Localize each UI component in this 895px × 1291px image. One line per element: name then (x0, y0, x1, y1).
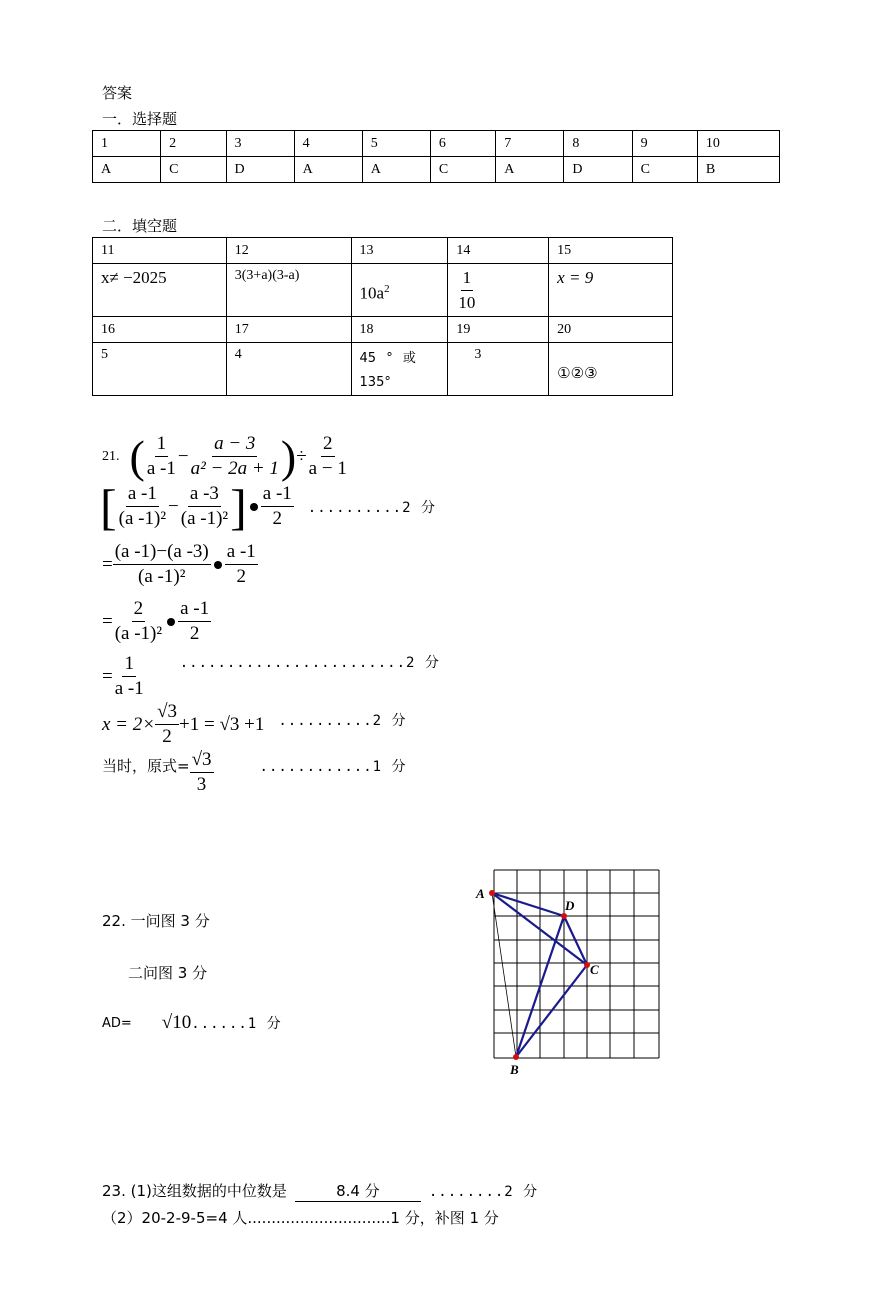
fraction-denominator: (a -1)² (118, 508, 167, 529)
q21-line-5 (102, 700, 407, 749)
fraction-denominator: (a -1)² (138, 566, 186, 587)
fraction (178, 597, 211, 646)
q21-line-0 (102, 432, 349, 481)
q22-ad-line (102, 1012, 282, 1034)
fraction (113, 597, 164, 646)
choice-number: 6 (430, 131, 495, 157)
point-b-icon (513, 1054, 519, 1060)
choice-answer-row (93, 157, 780, 183)
fill-answer-13 (351, 264, 448, 317)
fraction-denominator: a -1 (146, 458, 176, 479)
fraction (261, 482, 294, 531)
fill-answer-15: x = 9 (549, 264, 673, 317)
fraction-numerator: 2 (132, 597, 146, 622)
fill-number: 12 (226, 238, 351, 264)
label-a: A (476, 886, 485, 901)
choice-number: 3 (226, 131, 294, 157)
x-expression: x = 2× (102, 713, 156, 735)
answer-18-line-2: 135° (359, 375, 391, 390)
q22-line-1: 22. 一问图 3 分 (102, 912, 210, 930)
label-b: B (510, 1062, 519, 1077)
fill-answer-16: 5 (93, 343, 227, 396)
q21-line-4 (102, 652, 440, 701)
choice-number-row (93, 131, 780, 157)
fraction-numerator: a − 3 (212, 432, 257, 457)
choice-number: 7 (496, 131, 564, 157)
choice-number: 8 (564, 131, 632, 157)
q21-line-3 (102, 597, 211, 646)
fraction-denominator: (a -1)² (180, 508, 229, 529)
fraction-numerator: a -1 (225, 540, 258, 565)
fraction-denominator: 2 (189, 623, 200, 644)
label-c: C (590, 962, 599, 977)
divide-sign: ÷ (296, 445, 307, 467)
fill-number: 15 (549, 238, 673, 264)
fraction-numerator: 1 (155, 432, 169, 457)
fraction-denominator: a − 1 (308, 458, 347, 479)
choice-answer: C (161, 157, 226, 183)
fill-answer-table (92, 237, 673, 396)
fill-answer-row (93, 264, 673, 317)
fill-number-row (93, 238, 673, 264)
fraction (117, 482, 168, 531)
fill-number: 18 (351, 317, 448, 343)
fraction-denominator: 2 (236, 566, 247, 587)
score-dots: ..........2 分 (307, 499, 436, 516)
fill-answer-18 (351, 343, 448, 396)
fill-number: 13 (351, 238, 448, 264)
label-d: D (565, 898, 575, 913)
fraction (190, 748, 214, 797)
fraction (225, 540, 258, 589)
fraction-numerator: 1 (122, 652, 136, 677)
score-dots: ......1 分 (191, 1016, 282, 1032)
choice-answer: B (697, 157, 779, 183)
choice-answer: D (226, 157, 294, 183)
fraction-numerator: a -3 (188, 482, 221, 507)
q23-question-text: 23. (1)这组数据的中位数是 (102, 1182, 287, 1200)
fill-answer-row (93, 343, 673, 396)
fraction-denominator: a² − 2a + 1 (190, 458, 279, 479)
multiply-dot-icon (167, 618, 175, 626)
fill-number: 14 (448, 238, 549, 264)
choice-answer: A (362, 157, 430, 183)
fraction (113, 652, 146, 701)
multiply-dot-icon (214, 561, 222, 569)
score-dots: ............1 分 (259, 758, 407, 775)
fill-number: 20 (549, 317, 673, 343)
paren-open: ( (129, 430, 145, 482)
fraction-denominator: 10 (458, 292, 476, 312)
equals-sign: = (102, 610, 113, 632)
choice-answer: A (496, 157, 564, 183)
section-1-title: 一．选择题 (102, 110, 178, 128)
q21-fraction-3 (307, 432, 349, 481)
fill-number: 17 (226, 317, 351, 343)
choice-answer: C (430, 157, 495, 183)
bracket-open: [ (100, 478, 117, 535)
choice-answer: C (632, 157, 697, 183)
choice-number: 4 (294, 131, 362, 157)
ad-value: √10 (161, 1012, 192, 1033)
choice-number: 10 (697, 131, 779, 157)
answer-18-line-1: 45 ° 或 (359, 351, 416, 366)
point-d-icon (561, 913, 567, 919)
minus-sign: − (177, 445, 189, 467)
fill-number: 19 (448, 317, 549, 343)
choice-number: 9 (632, 131, 697, 157)
fill-answer-11: x≠ −2025 (93, 264, 227, 317)
fraction-denominator: a -1 (114, 678, 144, 699)
segment-ab (492, 893, 516, 1057)
choice-answer-table (92, 130, 780, 183)
q23-line-2: （2）20-2-9-5=4 人..............................1 分，补图 1 分 (102, 1209, 499, 1227)
paren-close: ) (280, 430, 297, 482)
fraction-denominator: 2 (272, 508, 283, 529)
fraction-denominator: 2 (162, 726, 172, 747)
bracket-close: ] (230, 478, 247, 535)
ad-label: AD= (102, 1015, 132, 1031)
fill-answer-20: ①②③ (549, 343, 673, 396)
grid (494, 870, 659, 1058)
result-text: 当时，原式= (102, 757, 190, 775)
fraction (113, 540, 211, 589)
fraction-numerator: (a -1)−(a -3) (113, 540, 211, 565)
fraction-denominator: 3 (196, 774, 207, 795)
choice-number: 5 (362, 131, 430, 157)
fill-answer-12: 3(3+a)(3-a) (226, 264, 351, 317)
page-title: 答案 (102, 84, 133, 102)
equals-sign: = (102, 553, 113, 575)
fraction (155, 700, 179, 749)
answer-14-fraction (456, 266, 477, 315)
fraction-numerator: a -1 (178, 597, 211, 622)
fraction-numerator: 2 (321, 432, 335, 457)
fill-number-row (93, 317, 673, 343)
multiply-dot-icon (250, 503, 258, 511)
q21-line-2 (102, 540, 258, 589)
fill-number: 11 (93, 238, 227, 264)
equals-sign: = (102, 665, 113, 687)
q21-fraction-2 (189, 432, 281, 481)
score-dots: ..........2 分 (278, 712, 407, 729)
choice-answer: D (564, 157, 632, 183)
fill-answer-17: 4 (226, 343, 351, 396)
x-expression-rest: +1 = √3 +1 (179, 713, 265, 735)
fraction-numerator: √3 (190, 748, 214, 773)
q21-fraction-1 (145, 432, 178, 481)
fill-answer-19: 3 (448, 343, 549, 396)
grid-figure (470, 862, 670, 1082)
answer-13-exponent: 2 (384, 282, 390, 295)
score-dots: ........2 分 (428, 1184, 539, 1200)
section-2-title: 二．填空题 (102, 217, 178, 235)
fill-number: 16 (93, 317, 227, 343)
q21-line-1 (100, 478, 436, 535)
median-answer: 8.4 分 (295, 1180, 421, 1202)
minus-sign: − (168, 495, 179, 517)
q22-line-2: 二问图 3 分 (128, 964, 208, 982)
q21-label: 21. (102, 448, 120, 464)
fraction (179, 482, 230, 531)
answer-13-base: 10a (359, 283, 385, 303)
fraction-numerator: a -1 (261, 482, 294, 507)
q21-line-6 (102, 748, 407, 797)
point-a-icon (489, 890, 495, 896)
choice-answer: A (294, 157, 362, 183)
fill-answer-14 (448, 264, 549, 317)
fraction-denominator: (a -1)² (114, 623, 163, 644)
choice-number: 1 (93, 131, 161, 157)
choice-answer: A (93, 157, 161, 183)
score-dots: ........................2 分 (179, 654, 440, 671)
fraction-numerator: 1 (461, 266, 474, 291)
choice-number: 2 (161, 131, 226, 157)
fraction-numerator: √3 (155, 700, 179, 725)
fraction-numerator: a -1 (126, 482, 159, 507)
q23-line-1 (102, 1180, 538, 1202)
